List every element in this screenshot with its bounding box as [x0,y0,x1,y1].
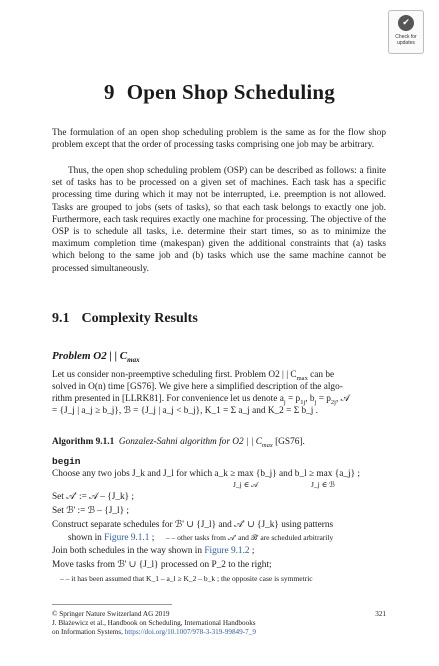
figure-9-1-1-link[interactable]: Figure 9.1.1 [104,533,150,543]
chapter-number: 9 [104,80,115,104]
algorithm-comment-2: – – it has been assumed that K_1 – a_l ≥ K_2 – b_k ; the opposite case is symmetric [60,574,313,583]
algorithm-step-4: Construct separate schedules for ℬ' ∪ {J_l} and 𝒜' ∪ {J_k} using patterns [52,520,334,530]
intro-paragraph-1: The formulation of an open shop scheduling problem is the same as for the flow shop problem except that the order of processing tasks comprising one job may be arbitrary. [52,128,386,151]
algorithm-step-1-subscript-b: J_j ∈ ℬ [311,480,335,489]
algorithm-step-3: Set ℬ' := ℬ – {J_l} ; [52,506,129,516]
chapter-title [0,80,439,105]
algorithm-step-1: Choose any two jobs J_k and J_l for which a_k ≥ max {b_j} and b_l ≥ max {a_j} ; [52,469,360,479]
body-line-1: Let us consider non-preemptive scheduling first. Problem O2 | | $C_{max}$ can be [52,370,335,382]
bookmark-icon: ✔ [398,15,414,31]
algorithm-heading: Algorithm 9.1.1 Gonzalez-Sahni algorithm for O2 | | $C_{max}$ [GS76]. [52,437,305,449]
footer [52,610,386,637]
copyright-line: © Springer Nature Switzerland AG 2019 [52,610,170,618]
algorithm-step-6: Join both schedules in the way shown in Figure 9.1.2 ; [52,546,255,556]
doi-link[interactable]: https://doi.org/10.1007/978-3-319-99849-7_9 [124,628,256,636]
footer-rule [52,604,172,605]
doi-line: on Information Systems, https://doi.org/10.1007/978-3-319-99849-7_9 [52,628,256,636]
page-number: 321 [375,610,386,618]
algorithm-begin: begin [52,456,81,467]
algorithm-label: Algorithm 9.1.1 [52,437,115,447]
check-for-updates-badge[interactable] [388,10,424,54]
body-line-4: = {J_j | a_j ≥ b_j}, ℬ = {J_j | a_j < b_j}, K_1 = Σ a_j and K_2 = Σ b_j . [52,406,318,416]
problem-title: Problem O2 | | $C_{max}$ [52,350,140,365]
chapter-title-text: Open Shop Scheduling [126,80,335,104]
body-line-3: rithm presented in [LLRK81]. For convenience let us denote $a_j = p_{1j}$, $b_j = p_{2j}$, 𝒜 [52,394,350,406]
algorithm-comment-1: – – other tasks from 𝒜' and ℬ' are scheduled arbitrarily [165,533,334,542]
figure-9-1-2-link[interactable]: Figure 9.1.2 [204,546,250,556]
intro-paragraph-2: Thus, the open shop scheduling problem (OSP) can be described as follows: a finite set of tasks has to be processed on a given set of machines. Each task has a specific processing time during which it may not be interrupted, i.e. preemption is not allowed. Tasks are grouped to jobs (sets of tasks), so that each task belongs to exactly one job. Furthermore, each task requires exactly one machine for processing. The objective of the OSP is to schedule all tasks, i.e. determine their start times, so as to minimize the maximum completion time (makespan) given the additional constraints that (a) tasks which belong to the same job and (b) tasks which use the same machine cannot be processed simultaneously. [52,166,386,274]
algorithm-title: Gonzalez-Sahni algorithm for O2 | | C [118,437,262,447]
section-title [52,311,198,327]
algorithm-step-1-subscript-a: J_j ∈ 𝒜 [233,480,259,489]
section-title-text: Complexity Results [81,311,198,326]
algorithm-step-2: Set 𝒜' := 𝒜 – {J_k} ; [52,492,134,502]
algorithm-step-5: shown in Figure 9.1.1 ; – – other tasks from 𝒜' and ℬ' are scheduled arbitrarily [68,533,334,543]
body-line-2: solved in O(n) time [GS76]. We give here a simplified description of the algo- [52,382,343,392]
badge-label: Check for updates [395,34,417,46]
section-number: 9.1 [52,311,70,326]
citation-line: J. Błażewicz et al., Handbook on Scheduling, International Handbooks [52,619,256,627]
algorithm-step-7: Move tasks from ℬ' ∪ {J_l} processed on P_2 to the right; [52,560,272,570]
